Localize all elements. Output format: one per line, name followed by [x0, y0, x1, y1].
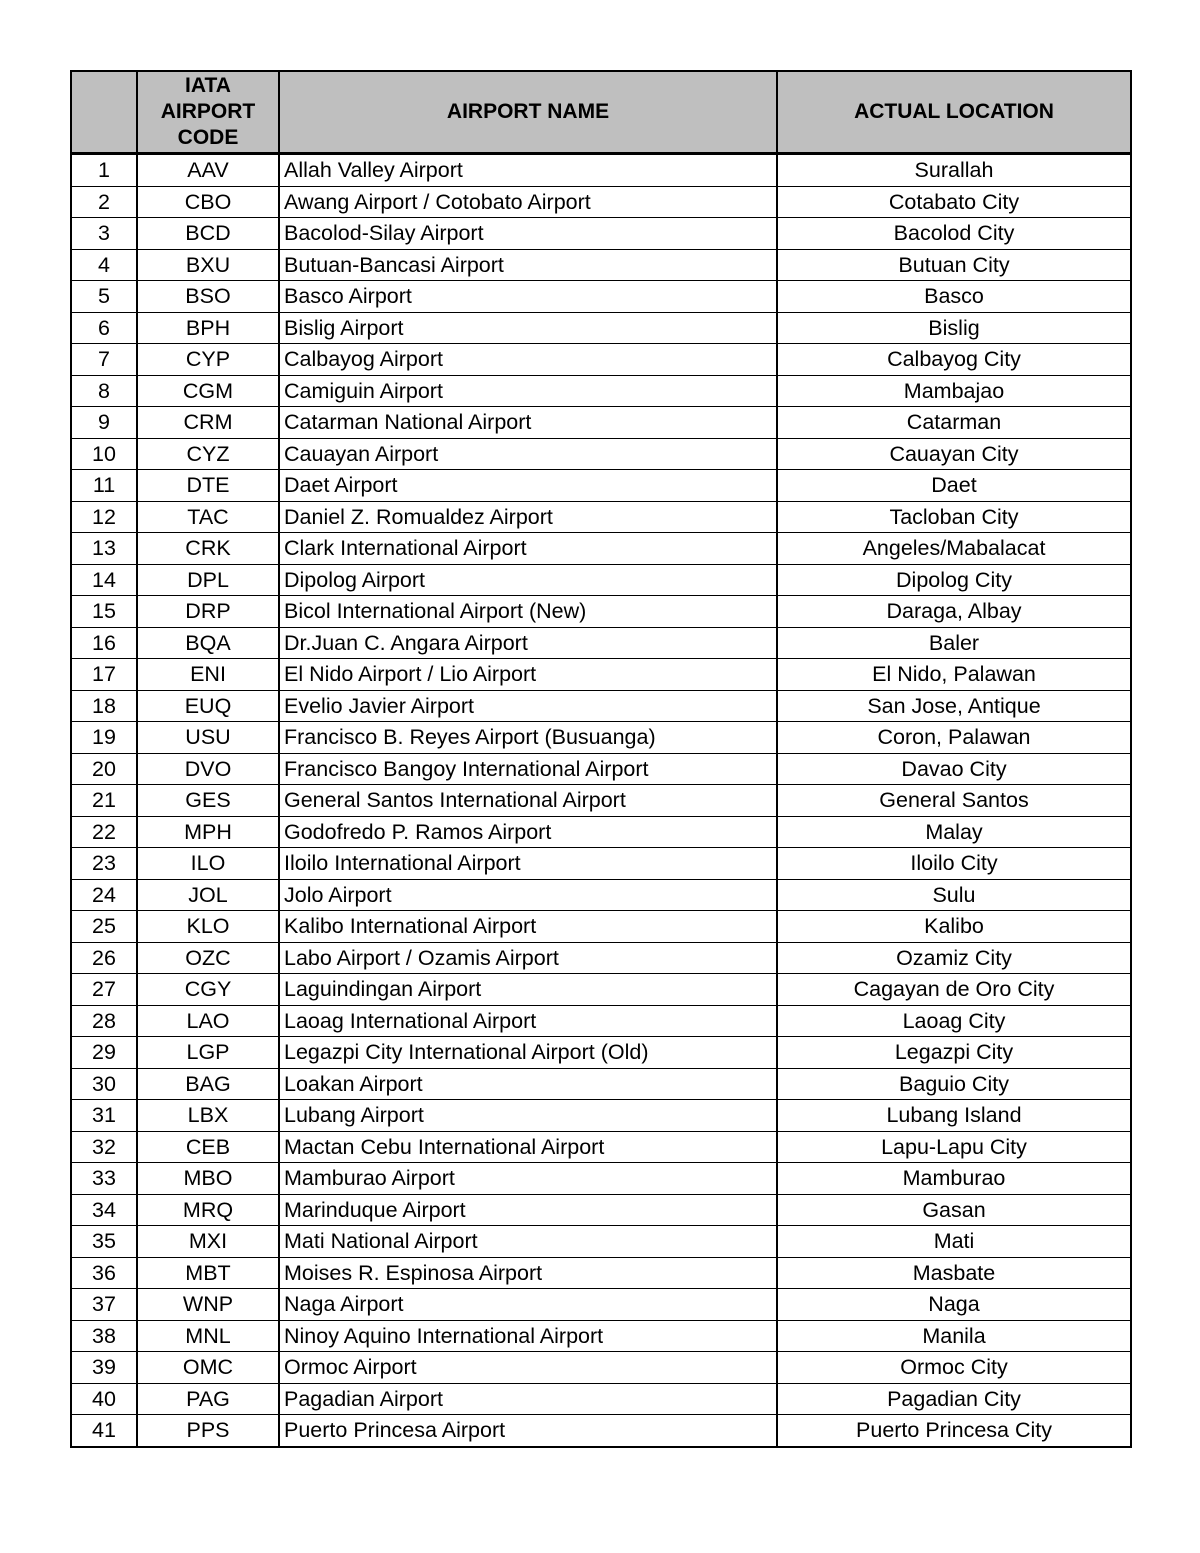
cell-number: 25 [71, 911, 137, 943]
table-row [71, 690, 1131, 722]
cell-airport-name: Clark International Airport [279, 533, 777, 565]
cell-airport-name: General Santos International Airport [279, 785, 777, 817]
cell-number: 41 [71, 1415, 137, 1447]
cell-actual-location: Pagadian City [777, 1383, 1131, 1415]
cell-airport-name: Allah Valley Airport [279, 154, 777, 187]
cell-actual-location: Mamburao [777, 1163, 1131, 1195]
cell-actual-location: Lapu-Lapu City [777, 1131, 1131, 1163]
cell-iata-code: DVO [137, 753, 279, 785]
cell-airport-name: Laoag International Airport [279, 1005, 777, 1037]
header-iata-code [137, 71, 279, 154]
cell-iata-code: CGY [137, 974, 279, 1006]
cell-number: 20 [71, 753, 137, 785]
cell-iata-code: DRP [137, 596, 279, 628]
table-row [71, 722, 1131, 754]
table-header [71, 71, 1131, 154]
cell-number: 39 [71, 1352, 137, 1384]
cell-number: 28 [71, 1005, 137, 1037]
table-row [71, 1257, 1131, 1289]
cell-iata-code: CBO [137, 186, 279, 218]
cell-actual-location: Surallah [777, 154, 1131, 187]
cell-actual-location: Calbayog City [777, 344, 1131, 376]
cell-iata-code: MBO [137, 1163, 279, 1195]
cell-actual-location: Kalibo [777, 911, 1131, 943]
table-row [71, 1194, 1131, 1226]
table-row [71, 438, 1131, 470]
cell-airport-name: Calbayog Airport [279, 344, 777, 376]
header-airport-name: AIRPORT NAME [279, 71, 777, 154]
table-row [71, 942, 1131, 974]
cell-number: 33 [71, 1163, 137, 1195]
table-row [71, 1100, 1131, 1132]
cell-number: 23 [71, 848, 137, 880]
cell-actual-location: Baler [777, 627, 1131, 659]
cell-iata-code: OZC [137, 942, 279, 974]
cell-number: 29 [71, 1037, 137, 1069]
cell-airport-name: Bislig Airport [279, 312, 777, 344]
cell-iata-code: GES [137, 785, 279, 817]
table-row [71, 470, 1131, 502]
cell-airport-name: Lubang Airport [279, 1100, 777, 1132]
table-row [71, 596, 1131, 628]
cell-number: 38 [71, 1320, 137, 1352]
cell-actual-location: Ormoc City [777, 1352, 1131, 1384]
cell-number: 34 [71, 1194, 137, 1226]
document-page [70, 70, 1130, 1448]
cell-number: 36 [71, 1257, 137, 1289]
table-row [71, 312, 1131, 344]
cell-actual-location: Catarman [777, 407, 1131, 439]
cell-actual-location: Legazpi City [777, 1037, 1131, 1069]
cell-airport-name: Evelio Javier Airport [279, 690, 777, 722]
cell-airport-name: Basco Airport [279, 281, 777, 313]
cell-number: 32 [71, 1131, 137, 1163]
cell-actual-location: General Santos [777, 785, 1131, 817]
cell-airport-name: Camiguin Airport [279, 375, 777, 407]
table-row [71, 564, 1131, 596]
cell-iata-code: BCD [137, 218, 279, 250]
table-row [71, 154, 1131, 187]
cell-number: 24 [71, 879, 137, 911]
table-row [71, 533, 1131, 565]
cell-number: 5 [71, 281, 137, 313]
table-row [71, 218, 1131, 250]
cell-iata-code: ENI [137, 659, 279, 691]
cell-airport-name: Daniel Z. Romualdez Airport [279, 501, 777, 533]
cell-iata-code: PPS [137, 1415, 279, 1447]
cell-airport-name: Bicol International Airport (New) [279, 596, 777, 628]
cell-number: 13 [71, 533, 137, 565]
table-row [71, 1352, 1131, 1384]
cell-number: 10 [71, 438, 137, 470]
table-row [71, 186, 1131, 218]
cell-number: 2 [71, 186, 137, 218]
cell-iata-code: MPH [137, 816, 279, 848]
cell-iata-code: MBT [137, 1257, 279, 1289]
cell-iata-code: PAG [137, 1383, 279, 1415]
cell-iata-code: CGM [137, 375, 279, 407]
cell-iata-code: BQA [137, 627, 279, 659]
table-row [71, 249, 1131, 281]
cell-number: 15 [71, 596, 137, 628]
cell-number: 30 [71, 1068, 137, 1100]
cell-actual-location: Cauayan City [777, 438, 1131, 470]
cell-iata-code: CYP [137, 344, 279, 376]
table-row [71, 1163, 1131, 1195]
table-row [71, 785, 1131, 817]
cell-actual-location: Baguio City [777, 1068, 1131, 1100]
cell-airport-name: Pagadian Airport [279, 1383, 777, 1415]
cell-actual-location: Malay [777, 816, 1131, 848]
cell-airport-name: Laguindingan Airport [279, 974, 777, 1006]
cell-iata-code: LAO [137, 1005, 279, 1037]
cell-iata-code: USU [137, 722, 279, 754]
cell-airport-name: El Nido Airport / Lio Airport [279, 659, 777, 691]
cell-actual-location: Butuan City [777, 249, 1131, 281]
table-row [71, 1131, 1131, 1163]
cell-actual-location: Naga [777, 1289, 1131, 1321]
cell-airport-name: Jolo Airport [279, 879, 777, 911]
cell-number: 1 [71, 154, 137, 187]
table-row [71, 1383, 1131, 1415]
cell-iata-code: BAG [137, 1068, 279, 1100]
cell-actual-location: Manila [777, 1320, 1131, 1352]
header-row [71, 71, 1131, 154]
airport-table [70, 70, 1132, 1448]
table-row [71, 848, 1131, 880]
cell-number: 40 [71, 1383, 137, 1415]
table-row [71, 375, 1131, 407]
cell-number: 8 [71, 375, 137, 407]
cell-iata-code: ILO [137, 848, 279, 880]
table-row [71, 344, 1131, 376]
cell-number: 37 [71, 1289, 137, 1321]
table-row [71, 1005, 1131, 1037]
cell-number: 11 [71, 470, 137, 502]
cell-airport-name: Bacolod-Silay Airport [279, 218, 777, 250]
cell-actual-location: Dipolog City [777, 564, 1131, 596]
cell-actual-location: Laoag City [777, 1005, 1131, 1037]
cell-airport-name: Ormoc Airport [279, 1352, 777, 1384]
table-row [71, 1289, 1131, 1321]
cell-number: 9 [71, 407, 137, 439]
cell-actual-location: Sulu [777, 879, 1131, 911]
cell-iata-code: EUQ [137, 690, 279, 722]
cell-iata-code: WNP [137, 1289, 279, 1321]
cell-number: 4 [71, 249, 137, 281]
table-row [71, 879, 1131, 911]
cell-actual-location: El Nido, Palawan [777, 659, 1131, 691]
cell-iata-code: CYZ [137, 438, 279, 470]
cell-airport-name: Ninoy Aquino International Airport [279, 1320, 777, 1352]
cell-actual-location: Iloilo City [777, 848, 1131, 880]
cell-iata-code: LGP [137, 1037, 279, 1069]
cell-number: 27 [71, 974, 137, 1006]
cell-actual-location: Basco [777, 281, 1131, 313]
table-row [71, 659, 1131, 691]
cell-airport-name: Mamburao Airport [279, 1163, 777, 1195]
cell-iata-code: TAC [137, 501, 279, 533]
cell-number: 6 [71, 312, 137, 344]
cell-actual-location: Cotabato City [777, 186, 1131, 218]
cell-airport-name: Marinduque Airport [279, 1194, 777, 1226]
cell-airport-name: Kalibo International Airport [279, 911, 777, 943]
cell-actual-location: Angeles/Mabalacat [777, 533, 1131, 565]
table-row [71, 911, 1131, 943]
cell-actual-location: Coron, Palawan [777, 722, 1131, 754]
cell-airport-name: Legazpi City International Airport (Old) [279, 1037, 777, 1069]
cell-actual-location: Puerto Princesa City [777, 1415, 1131, 1447]
cell-iata-code: MNL [137, 1320, 279, 1352]
cell-airport-name: Dr.Juan C. Angara Airport [279, 627, 777, 659]
cell-actual-location: Bacolod City [777, 218, 1131, 250]
cell-actual-location: San Jose, Antique [777, 690, 1131, 722]
cell-iata-code: MXI [137, 1226, 279, 1258]
cell-airport-name: Iloilo International Airport [279, 848, 777, 880]
cell-iata-code: CRK [137, 533, 279, 565]
table-row [71, 1320, 1131, 1352]
cell-iata-code: CRM [137, 407, 279, 439]
table-row [71, 1226, 1131, 1258]
cell-airport-name: Loakan Airport [279, 1068, 777, 1100]
cell-actual-location: Daraga, Albay [777, 596, 1131, 628]
cell-actual-location: Lubang Island [777, 1100, 1131, 1132]
header-actual-location: ACTUAL LOCATION [777, 71, 1131, 154]
cell-airport-name: Labo Airport / Ozamis Airport [279, 942, 777, 974]
cell-number: 14 [71, 564, 137, 596]
cell-number: 21 [71, 785, 137, 817]
cell-actual-location: Bislig [777, 312, 1131, 344]
cell-iata-code: KLO [137, 911, 279, 943]
cell-number: 3 [71, 218, 137, 250]
cell-iata-code: DTE [137, 470, 279, 502]
cell-iata-code: BSO [137, 281, 279, 313]
cell-iata-code: JOL [137, 879, 279, 911]
cell-actual-location: Mati [777, 1226, 1131, 1258]
cell-actual-location: Davao City [777, 753, 1131, 785]
cell-airport-name: Dipolog Airport [279, 564, 777, 596]
cell-airport-name: Cauayan Airport [279, 438, 777, 470]
cell-number: 31 [71, 1100, 137, 1132]
cell-airport-name: Godofredo P. Ramos Airport [279, 816, 777, 848]
table-row [71, 816, 1131, 848]
cell-iata-code: AAV [137, 154, 279, 187]
cell-iata-code: CEB [137, 1131, 279, 1163]
cell-iata-code: DPL [137, 564, 279, 596]
cell-actual-location: Mambajao [777, 375, 1131, 407]
cell-number: 19 [71, 722, 137, 754]
header-number [71, 71, 137, 154]
cell-number: 17 [71, 659, 137, 691]
cell-airport-name: Mactan Cebu International Airport [279, 1131, 777, 1163]
cell-actual-location: Masbate [777, 1257, 1131, 1289]
cell-actual-location: Tacloban City [777, 501, 1131, 533]
cell-actual-location: Daet [777, 470, 1131, 502]
cell-number: 12 [71, 501, 137, 533]
table-row [71, 1415, 1131, 1447]
cell-actual-location: Ozamiz City [777, 942, 1131, 974]
cell-number: 16 [71, 627, 137, 659]
table-row [71, 627, 1131, 659]
table-row [71, 1068, 1131, 1100]
cell-iata-code: LBX [137, 1100, 279, 1132]
cell-airport-name: Awang Airport / Cotobato Airport [279, 186, 777, 218]
cell-number: 22 [71, 816, 137, 848]
table-row [71, 407, 1131, 439]
cell-airport-name: Mati National Airport [279, 1226, 777, 1258]
cell-actual-location: Cagayan de Oro City [777, 974, 1131, 1006]
cell-number: 35 [71, 1226, 137, 1258]
cell-number: 26 [71, 942, 137, 974]
cell-airport-name: Puerto Princesa Airport [279, 1415, 777, 1447]
cell-iata-code: OMC [137, 1352, 279, 1384]
cell-iata-code: MRQ [137, 1194, 279, 1226]
cell-airport-name: Moises R. Espinosa Airport [279, 1257, 777, 1289]
cell-airport-name: Francisco B. Reyes Airport (Busuanga) [279, 722, 777, 754]
cell-number: 18 [71, 690, 137, 722]
table-row [71, 281, 1131, 313]
table-row [71, 974, 1131, 1006]
cell-airport-name: Daet Airport [279, 470, 777, 502]
header-iata-code-label: IATA AIRPORT CODE [160, 74, 256, 149]
cell-airport-name: Butuan-Bancasi Airport [279, 249, 777, 281]
cell-actual-location: Gasan [777, 1194, 1131, 1226]
table-row [71, 753, 1131, 785]
cell-number: 7 [71, 344, 137, 376]
table-body [71, 154, 1131, 1447]
table-row [71, 1037, 1131, 1069]
cell-airport-name: Francisco Bangoy International Airport [279, 753, 777, 785]
cell-iata-code: BXU [137, 249, 279, 281]
cell-airport-name: Catarman National Airport [279, 407, 777, 439]
table-row [71, 501, 1131, 533]
cell-iata-code: BPH [137, 312, 279, 344]
cell-airport-name: Naga Airport [279, 1289, 777, 1321]
